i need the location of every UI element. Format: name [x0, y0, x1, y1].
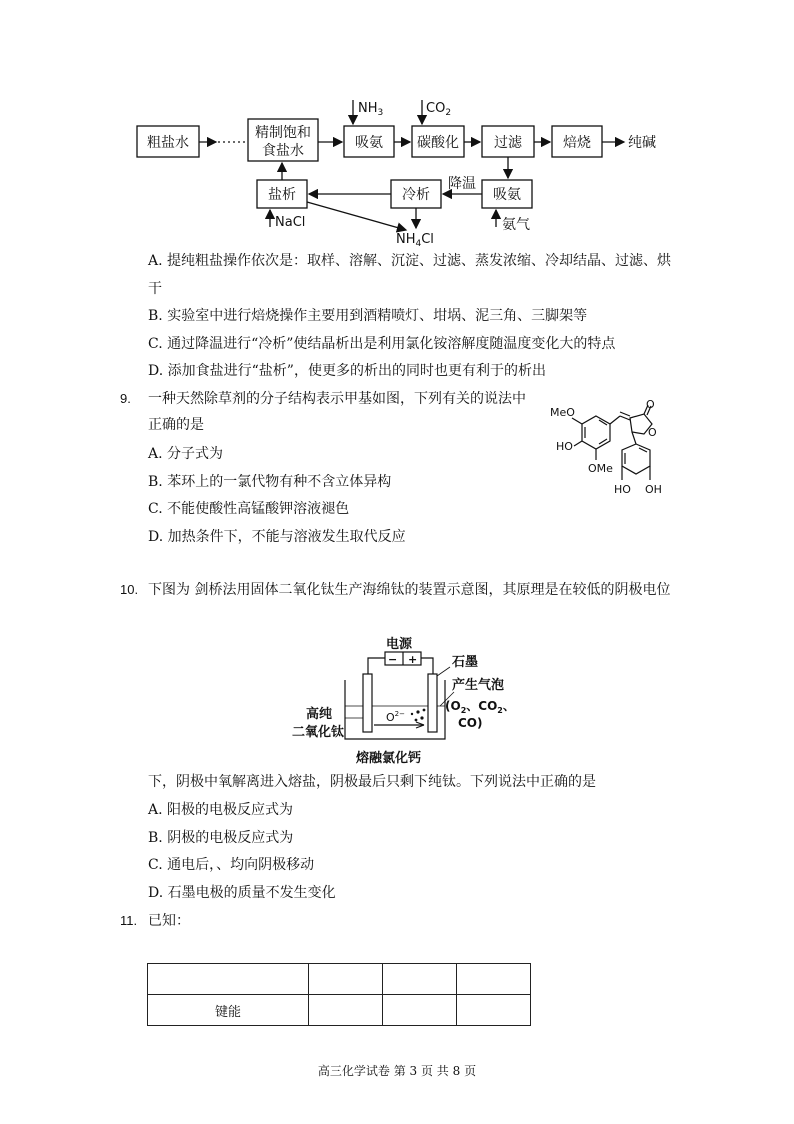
svg-text:二氧化钛: 二氧化钛	[292, 725, 345, 740]
q10-option-a: A. 阳极的电极反应式为	[148, 802, 294, 818]
svg-text:−: −	[388, 653, 398, 666]
table-cell	[309, 964, 383, 995]
svg-text:MeO: MeO	[550, 406, 575, 419]
svg-text:+: +	[408, 653, 418, 666]
svg-text:高纯: 高纯	[306, 707, 333, 722]
table-cell	[148, 964, 309, 995]
label-soda-ash: 纯碱	[628, 135, 656, 151]
q9-option-a: A. 分子式为	[148, 446, 224, 462]
svg-text:CO2: $CO_2$	[426, 101, 452, 118]
anode-graphite	[428, 674, 437, 732]
svg-text:(O2、CO2、: ($O_2$、$CO_2$、	[445, 699, 515, 715]
svg-text:NH4Cl: $NH_4Cl$	[396, 232, 434, 249]
svg-text:石墨: 石墨	[452, 655, 479, 670]
table-cell-bond-energy: 键能	[148, 995, 309, 1026]
label-carbonation: 碳酸化	[417, 135, 459, 151]
table-row	[148, 964, 531, 995]
cathode-tio2	[363, 674, 372, 732]
table-row	[148, 995, 531, 1026]
label-cooling-crystallize: 冷析	[402, 187, 430, 203]
q9-number: 9.	[120, 391, 131, 406]
q9-stem-2: 正确的是	[148, 417, 204, 433]
process-flowchart	[120, 95, 680, 250]
q8-option-a-cont: 干	[148, 281, 162, 297]
page-footer: 高三化学试卷 第 3 页 共 8 页	[317, 1064, 477, 1078]
svg-text:产生气泡: 产生气泡	[452, 678, 505, 693]
label-refined-2: 食盐水	[262, 143, 304, 159]
bond-energy-table	[147, 963, 531, 1026]
table-cell	[457, 964, 531, 995]
q10-option-d: D. 石墨电极的质量不发生变化	[148, 885, 336, 901]
table-cell	[309, 995, 383, 1026]
svg-text:OH: OH	[645, 483, 662, 496]
table-cell	[457, 995, 531, 1026]
svg-text:O2−: $O^{2-}$	[386, 710, 405, 724]
q10-number: 10.	[120, 582, 139, 597]
svg-text:O: O	[646, 398, 655, 411]
q8-option-c: C. 通过降温进行“冷析”使结晶析出是利用氯化铵溶解度随温度变化大的特点	[148, 336, 616, 352]
svg-text:NaCl: NaCl	[275, 215, 306, 230]
q10-stem-1: 下图为 剑桥法用固体二氧化钛生产海绵钛的装置示意图，其原理是在较低的阴极电位	[148, 582, 671, 598]
q9-option-b: B. 苯环上的一氯代物有种不含立体异构	[148, 474, 392, 490]
svg-text:HO: HO	[556, 440, 573, 453]
q8-option-d: D. 添加食盐进行“盐析”，使更多的析出的同时也更有利于的析出	[148, 363, 546, 379]
svg-text:电源: 电源	[386, 637, 413, 652]
q11-number: 11.	[120, 913, 138, 928]
svg-text:NH3: $NH_3$	[358, 101, 384, 118]
q10-option-c: C. 通电后，、均向阴极移动	[148, 857, 315, 873]
table-cell	[383, 964, 457, 995]
q10-option-b: B. 阴极的电极反应式为	[148, 830, 294, 846]
q9-option-d: D. 加热条件下，不能与溶液发生取代反应	[148, 529, 406, 545]
svg-text:HO: HO	[614, 483, 631, 496]
label-salting-out: 盐析	[268, 187, 296, 203]
label-cooling: 降温	[448, 176, 476, 192]
svg-text:O: O	[648, 426, 657, 439]
label-absorb-ammonia: 吸氨	[355, 135, 383, 151]
label-absorb-ammonia-2: 吸氨	[493, 187, 521, 203]
q9-stem-1: 一种天然除草剂的分子结构表示甲基如图，下列有关的说法中	[148, 391, 526, 407]
svg-text:OMe: OMe	[588, 462, 613, 475]
q11-stem: 已知：	[148, 913, 190, 929]
svg-text:熔融氯化钙: 熔融氯化钙	[356, 751, 422, 766]
molecule-structure	[548, 398, 698, 503]
label-refined-1: 精制饱和	[255, 125, 311, 141]
q10-stem-2: 下，阴极中氧解离进入熔盐，阴极最后只剩下纯钛。下列说法中正确的是	[148, 774, 596, 790]
label-calcination: 焙烧	[563, 135, 591, 151]
q8-option-a: A. 提纯粗盐操作依次是：取样、溶解、沉淀、过滤、蒸发浓缩、冷却结晶、过滤、烘	[148, 253, 672, 269]
label-ammonia-gas: 氨气	[502, 217, 530, 233]
table-cell	[383, 995, 457, 1026]
label-filtration: 过滤	[494, 135, 522, 151]
q9-option-c: C. 不能使酸性高锰酸钾溶液褪色	[148, 501, 350, 517]
electrolysis-diagram	[290, 634, 520, 772]
q8-option-b: B. 实验室中进行焙烧操作主要用到酒精喷灯、坩埚、泥三角、三脚架等	[148, 308, 588, 324]
label-crude-brine: 粗盐水	[147, 135, 189, 151]
svg-text:CO): CO)	[458, 716, 483, 730]
